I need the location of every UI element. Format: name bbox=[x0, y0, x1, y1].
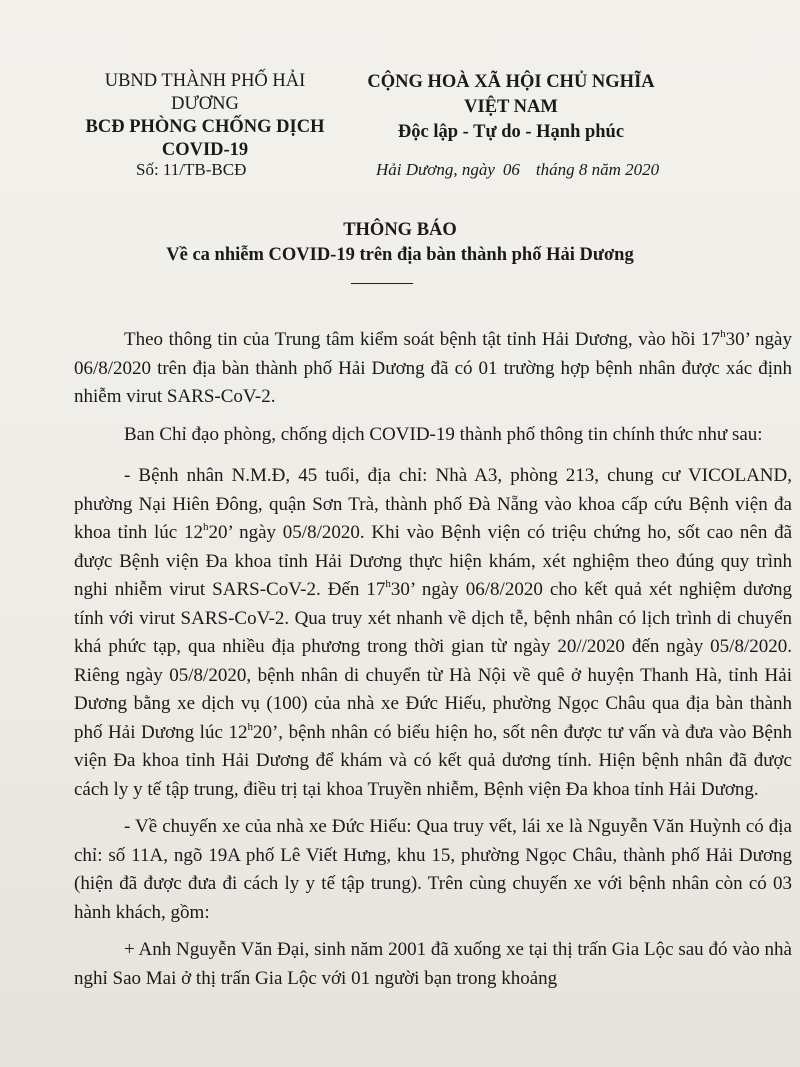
paragraph-passenger: + Anh Nguyễn Văn Đại, sinh năm 2001 đã xuống xe tại thị trấn Gia Lộc sau đó vào nhà nghỉ Sao Mai ở thị trấn Gia Lộc với 01 người bạn trong khoảng bbox=[74, 939, 792, 989]
date-day: 06 bbox=[502, 160, 520, 179]
issuing-authority bbox=[74, 70, 336, 162]
org-line-1: UBND THÀNH PHỐ HẢI DƯƠNG bbox=[104, 71, 306, 114]
document-number: Số: 11/TB-BCĐ bbox=[136, 160, 247, 179]
paragraph-text: Theo thông tin của Trung tâm kiểm soát bệnh tật tỉnh Hải Dương, vào hồi 17 bbox=[124, 329, 721, 350]
superscript: h bbox=[720, 328, 726, 340]
date-place: Hải Dương, ngày bbox=[376, 160, 495, 179]
document-subtitle: Về ca nhiễm COVID-19 trên địa bàn thành phố Hải Dương bbox=[166, 245, 634, 265]
paragraph-text: 30’ ngày 06/8/2020 trên địa bàn thành phố Hải Dương đã có 01 trường hợp bệnh nhân được xác định nhiễm virut SARS-CoV-2. bbox=[74, 329, 792, 407]
paragraph-text: - Bệnh nhân N.M.Đ, 45 tuổi, địa chỉ: Nhà A3, phòng 213, chung cư VICOLAND, phường Nại Hiên Đông, quận Sơn Trà, thành phố Đà Nẵng vào khoa cấp cứu Bệnh viện đa khoa tỉnh lúc 12 bbox=[74, 465, 792, 543]
paragraph-text: 30’ ngày 06/8/2020 cho kết quả xét nghiệm dương tính với virut SARS-CoV-2. Qua truy xét nhanh về dịch tễ, bệnh nhân có lịch trình di chuyển khá phức tạp, qua nhiều địa phương trong thời gian từ ngày 20//2020 đến ngày 05/8/2020. Riêng ngày 05/8/2020, bệnh nhân di chuyển từ Hà Nội về quê ở huyện Thanh Hà, tỉnh Hải Dương bằng xe dịch vụ (100) của nhà xe Đức Hiếu, phường Ngọc Châu qua địa bàn thành phố Hải Dương lúc 12 bbox=[74, 579, 792, 743]
document-body bbox=[74, 326, 792, 993]
paragraph-bus-trip: - Về chuyến xe của nhà xe Đức Hiếu: Qua truy vết, lái xe là Nguyễn Văn Huỳnh có địa chỉ: số 11A, ngõ 19A phố Lê Viết Hưng, khu 15, phường Ngọc Châu, thành phố Hải Dương (hiện đã được đưa đi cách ly y tế tập trung). Trên cùng chuyến xe với bệnh nhân còn có 03 hành khách, gồm: bbox=[74, 816, 792, 923]
superscript: h bbox=[247, 720, 253, 733]
title-divider bbox=[351, 283, 413, 284]
national-motto: Độc lập - Tự do - Hạnh phúc bbox=[397, 122, 625, 142]
date-line bbox=[376, 160, 659, 180]
paragraph-text: 20’ ngày 05/8/2020. Khi vào Bệnh viện có triệu chứng ho, sốt cao nên đã được Bệnh viện Đa khoa tỉnh Hải Dương thực hiện khám, xét nghiệm theo đúng quy trình nghi nhiễm virut SARS-CoV-2. Đến 17 bbox=[74, 522, 792, 600]
superscript: h bbox=[385, 578, 391, 590]
org-line-2: BCĐ PHÒNG CHỐNG DỊCH bbox=[85, 117, 325, 137]
document-title: THÔNG BÁO bbox=[343, 220, 457, 240]
paragraph-patient bbox=[74, 462, 792, 804]
nation-name: CỘNG HOÀ XÃ HỘI CHỦ NGHĨA VIỆT NAM bbox=[367, 72, 655, 117]
paragraph-intro bbox=[74, 326, 792, 412]
paragraph-text: 20’, bệnh nhân có biểu hiện ho, sốt nên được tư vấn và đưa vào Bệnh viện Đa khoa tỉnh Hải Dương để khám và có kết quả dương tính. Hiện bệnh nhân đã được cách ly y tế tập trung, điều trị tại khoa Truyền nhiễm, Bệnh viện Đa khoa tỉnh Hải Dương. bbox=[74, 721, 792, 800]
superscript: h bbox=[202, 521, 209, 533]
national-header bbox=[346, 70, 676, 145]
org-line-3: COVID-19 bbox=[161, 140, 249, 160]
paragraph-announcement: Ban Chỉ đạo phòng, chống dịch COVID-19 thành phố thông tin chính thức như sau: bbox=[124, 423, 763, 445]
date-month-year: tháng 8 năm 2020 bbox=[535, 160, 660, 179]
